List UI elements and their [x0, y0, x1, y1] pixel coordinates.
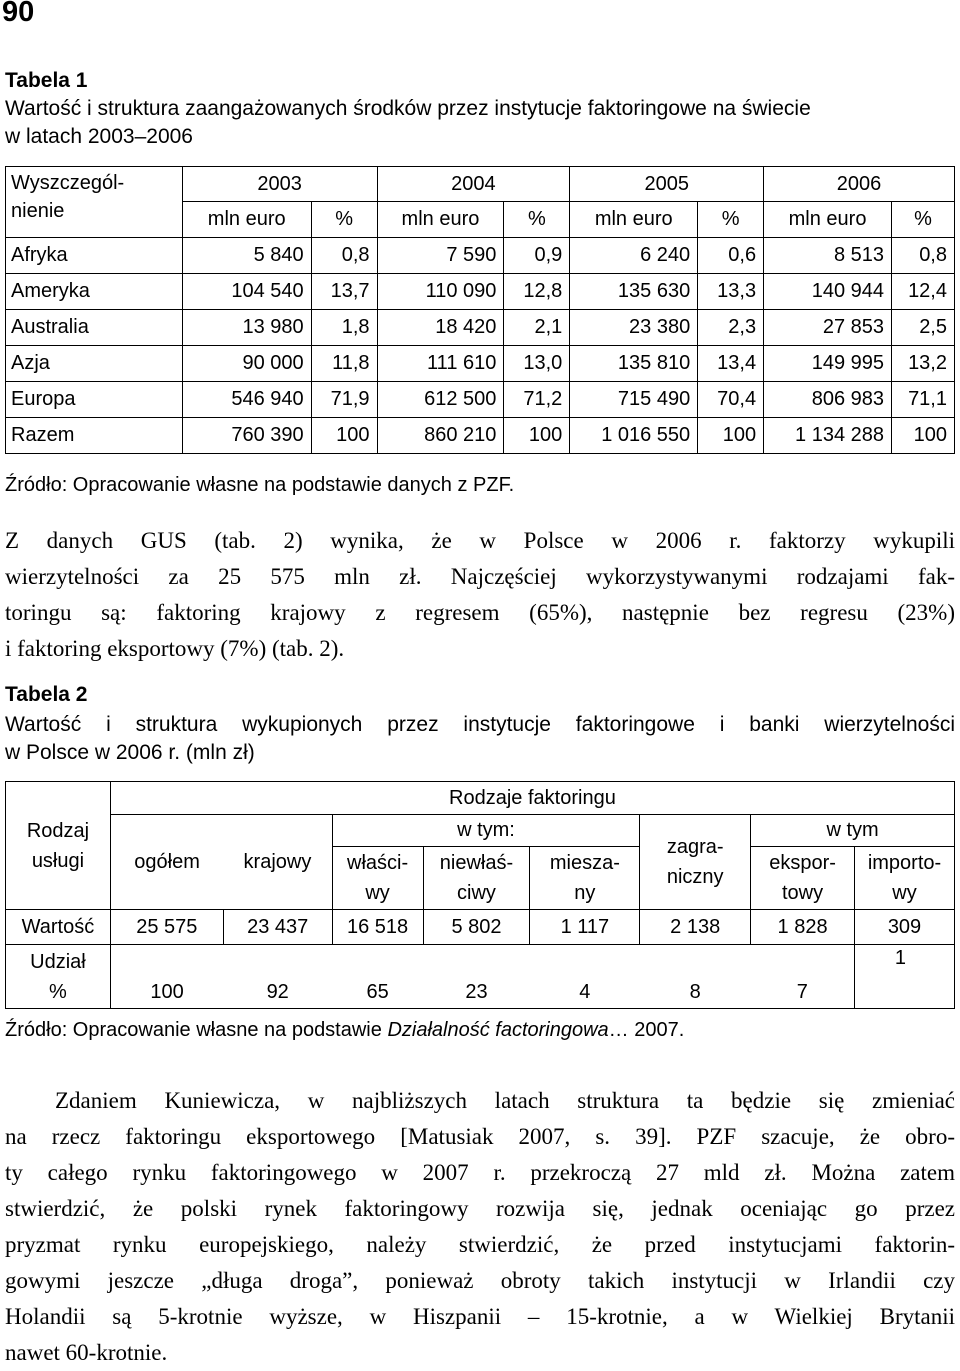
table1-subheader: mln euro: [377, 202, 504, 238]
table1-cell: 11,8: [311, 346, 377, 382]
table1-subheader: mln euro: [182, 202, 311, 238]
table1-cell: 12,8: [504, 274, 570, 310]
table2-cell: 65: [332, 945, 423, 1009]
table2-header-wtym-1: w tym:: [332, 815, 640, 847]
table1-cell: 12,4: [892, 274, 955, 310]
table2-header-importowy: [855, 847, 955, 910]
table1-subheader: %: [698, 202, 764, 238]
table1-cell: 18 420: [377, 310, 504, 346]
table2-source-prefix: Źródło: Opracowanie własne na podstawie: [5, 1019, 388, 1041]
table1-subheader: %: [311, 202, 377, 238]
table1-cell: 71,2: [504, 382, 570, 418]
paragraph-line: nawet 60-krotnie.: [5, 1340, 168, 1365]
table1-cell: 13,3: [698, 274, 764, 310]
table1-year-header: 2003: [182, 167, 377, 202]
table1-cell: 27 853: [764, 310, 892, 346]
table1-cell: 70,4: [698, 382, 764, 418]
paragraph-line: i faktoring eksportowy (7%) (tab. 2).: [5, 636, 345, 661]
table1-cell: 110 090: [377, 274, 504, 310]
table1-cell: 90 000: [182, 346, 311, 382]
table1-cell: 13 980: [182, 310, 311, 346]
table1-row-label: Europa: [6, 382, 183, 418]
table2-header-line: ekspor-: [769, 852, 836, 874]
table2-source-title: Działalność factoringowa: [387, 1019, 609, 1041]
table2-cell: 5 802: [423, 910, 530, 945]
table2-cell: 100: [110, 945, 223, 1009]
table1-subheader: mln euro: [570, 202, 698, 238]
table1-cell: 100: [698, 418, 764, 454]
table-row: [6, 238, 955, 274]
table1-cell: 1 016 550: [570, 418, 698, 454]
table1-cell: 104 540: [182, 274, 311, 310]
table2-header-rodzaje: Rodzaje faktoringu: [110, 782, 954, 815]
table1-cell: 149 995: [764, 346, 892, 382]
paragraph-line: gowymi jeszcze „długa droga”, ponieważ obroty takich instytucji w Irlandii czy: [5, 1268, 955, 1293]
table2-header-line: zagra-: [666, 836, 724, 858]
table1-cell: 0,9: [504, 238, 570, 274]
page-number: 90: [2, 0, 35, 28]
table1-cell: 6 240: [570, 238, 698, 274]
table2-cell: 1: [855, 945, 955, 1009]
table2-cell: 25 575: [110, 910, 223, 945]
table1-year-header: 2004: [377, 167, 570, 202]
table2-header-line: usługi: [31, 849, 85, 872]
table1-source: Źródło: Opracowanie własne na podstawie danych z PZF.: [5, 474, 515, 496]
table1-cell: 135 630: [570, 274, 698, 310]
table1-row-label: Ameryka: [6, 274, 183, 310]
table2-cell: 1 117: [530, 910, 640, 945]
table1-caption-line: Wartość i struktura zaangażowanych środków przez instytucje faktoringowe na świecie: [5, 97, 811, 120]
table2-header-line: wy: [365, 882, 390, 904]
table2-cell: 1 828: [751, 910, 855, 945]
table1-cell: 71,9: [311, 382, 377, 418]
paragraph-line: ty całego rynku faktoringowego w 2007 r. przekroczą 27 mld zł. Można zatem: [5, 1160, 955, 1185]
paragraph-line: Z danych GUS (tab. 2) wynika, że w Polsce w 2006 r. faktorzy wykupili: [5, 528, 955, 553]
table2-header-line: niewłaś-: [439, 852, 514, 874]
table1-cell: 2,1: [504, 310, 570, 346]
table1-cell: 13,2: [892, 346, 955, 382]
table1-cell: 806 983: [764, 382, 892, 418]
paragraph-1: [5, 523, 955, 667]
paragraph-line: toringu są: faktoring krajowy z regresem (65%), następnie bez regresu (23%): [5, 600, 955, 625]
table2-row-label: Wartość: [6, 910, 111, 945]
table2-header-line: niczny: [666, 866, 724, 888]
paragraph-line: stwierdzić, że polski rynek faktoringowy rozwija się, jednak oceniając go przez: [5, 1196, 955, 1221]
table2-cell: 23 437: [223, 910, 332, 945]
table1-year-header: 2006: [764, 167, 955, 202]
table2-cell: 309: [855, 910, 955, 945]
table2-caption-line: Wartość i struktura wykupionych przez instytucje faktoringowe i banki wierzytelności: [5, 713, 955, 736]
paragraph-line: Zdaniem Kuniewicza, w najbliższych latach struktura ta będzie się zmieniać: [55, 1088, 955, 1113]
table2-header-zagraniczny: [640, 815, 751, 910]
table2-cell: 8: [640, 945, 751, 1009]
table1-cell: 546 940: [182, 382, 311, 418]
table1-cell: 111 610: [377, 346, 504, 382]
table1-cell: 5 840: [182, 238, 311, 274]
table1-cell: 100: [892, 418, 955, 454]
table-row: [6, 310, 955, 346]
table2-label: Tabela 2: [5, 683, 88, 706]
table1-cell: 140 944: [764, 274, 892, 310]
table1-cell: 1 134 288: [764, 418, 892, 454]
table2-row-label-line: %: [49, 980, 67, 1003]
paragraph-line: wierzytelności za 25 575 mln zł. Najczęściej wykorzystywanymi rodzajami fak-: [5, 564, 955, 589]
table2-header-line: Rodzaj: [26, 819, 90, 842]
table2-header-line: towy: [782, 882, 824, 904]
table2-cell: 2 138: [640, 910, 751, 945]
table2-source-suffix: … 2007.: [608, 1019, 685, 1041]
table2-row-label: [6, 945, 111, 1009]
table2-header-line: miesza-: [549, 852, 620, 874]
table1-cell: 13,4: [698, 346, 764, 382]
table2-header-line: importo-: [867, 852, 942, 874]
table1-rowlabel-header: [6, 167, 183, 238]
table2-cell: 16 518: [332, 910, 423, 945]
table1-row-label: Australia: [6, 310, 183, 346]
table2: [5, 781, 955, 1009]
table1-cell: 0,6: [698, 238, 764, 274]
table2-cell: 7: [751, 945, 855, 1009]
table2-row-label-line: Udział: [30, 950, 86, 973]
table2-cell: 4: [530, 945, 640, 1009]
table1-cell: 0,8: [311, 238, 377, 274]
table1-cell: 2,3: [698, 310, 764, 346]
table1-subheader: %: [892, 202, 955, 238]
table1-label: Tabela 1: [5, 69, 88, 92]
table1-cell: 13,0: [504, 346, 570, 382]
table1-cell: 7 590: [377, 238, 504, 274]
table2-header-ogolem: ogółem: [110, 815, 223, 910]
table1-row-label: Razem: [6, 418, 183, 454]
table-row: [6, 274, 955, 310]
paragraph-2: [5, 1083, 955, 1371]
table1-cell: 760 390: [182, 418, 311, 454]
table2-header-rodzaj: [6, 782, 111, 910]
table2-header-line: ciwy: [457, 882, 496, 904]
table1-cell: 71,1: [892, 382, 955, 418]
table1-caption: [5, 95, 955, 151]
table1-subheader: %: [504, 202, 570, 238]
table-row: [6, 382, 955, 418]
table2-header-krajowy: krajowy: [223, 815, 332, 910]
table-row: [6, 346, 955, 382]
table1: [5, 166, 955, 454]
table1-cell: 860 210: [377, 418, 504, 454]
table2-header-line: ny: [574, 882, 596, 904]
table2-header-wlasciwy: [332, 847, 423, 910]
table1-rowlabel-header-line: Wyszczegól-: [11, 172, 125, 194]
table2-cell: 92: [223, 945, 332, 1009]
table1-cell: 612 500: [377, 382, 504, 418]
table1-cell: 23 380: [570, 310, 698, 346]
table1-caption-line: w latach 2003–2006: [5, 125, 193, 148]
table2-header-line: wy: [892, 882, 917, 904]
table2-caption-line: w Polsce w 2006 r. (mln zł): [5, 741, 255, 764]
table2-source: [5, 1019, 684, 1042]
table-row: [6, 418, 955, 454]
table2-header-eksportowy: [751, 847, 855, 910]
table-row: [6, 910, 955, 945]
table1-cell: 8 513: [764, 238, 892, 274]
table1-cell: 1,8: [311, 310, 377, 346]
table2-header-wtym-2: w tym: [751, 815, 955, 847]
table2-header-line: właści-: [347, 852, 409, 874]
table2-cell: 23: [423, 945, 530, 1009]
table1-cell: 100: [504, 418, 570, 454]
table1-cell: 100: [311, 418, 377, 454]
table1-cell: 0,8: [892, 238, 955, 274]
paragraph-line: na rzecz faktoringu eksportowego [Matusiak 2007, s. 39]. PZF szacuje, że obro-: [5, 1124, 955, 1149]
paragraph-line: Holandii są 5-krotnie wyższe, w Hiszpanii – 15-krotnie, a w Wielkiej Brytanii: [5, 1304, 955, 1329]
table1-year-header: 2005: [570, 167, 764, 202]
table1-cell: 135 810: [570, 346, 698, 382]
paragraph-line: pryzmat rynku europejskiego, należy stwierdzić, że przed instytucjami faktorin-: [5, 1232, 955, 1257]
table1-cell: 2,5: [892, 310, 955, 346]
table2-header-niewlasciwy: [423, 847, 530, 910]
table1-cell: 13,7: [311, 274, 377, 310]
table1-cell: 715 490: [570, 382, 698, 418]
table1-row-label: Afryka: [6, 238, 183, 274]
table1-subheader: mln euro: [764, 202, 892, 238]
table-row: [6, 945, 955, 1009]
table2-caption: [5, 711, 955, 767]
table2-header-mieszany: [530, 847, 640, 910]
table1-rowlabel-header-line: nienie: [11, 200, 65, 222]
table1-row-label: Azja: [6, 346, 183, 382]
